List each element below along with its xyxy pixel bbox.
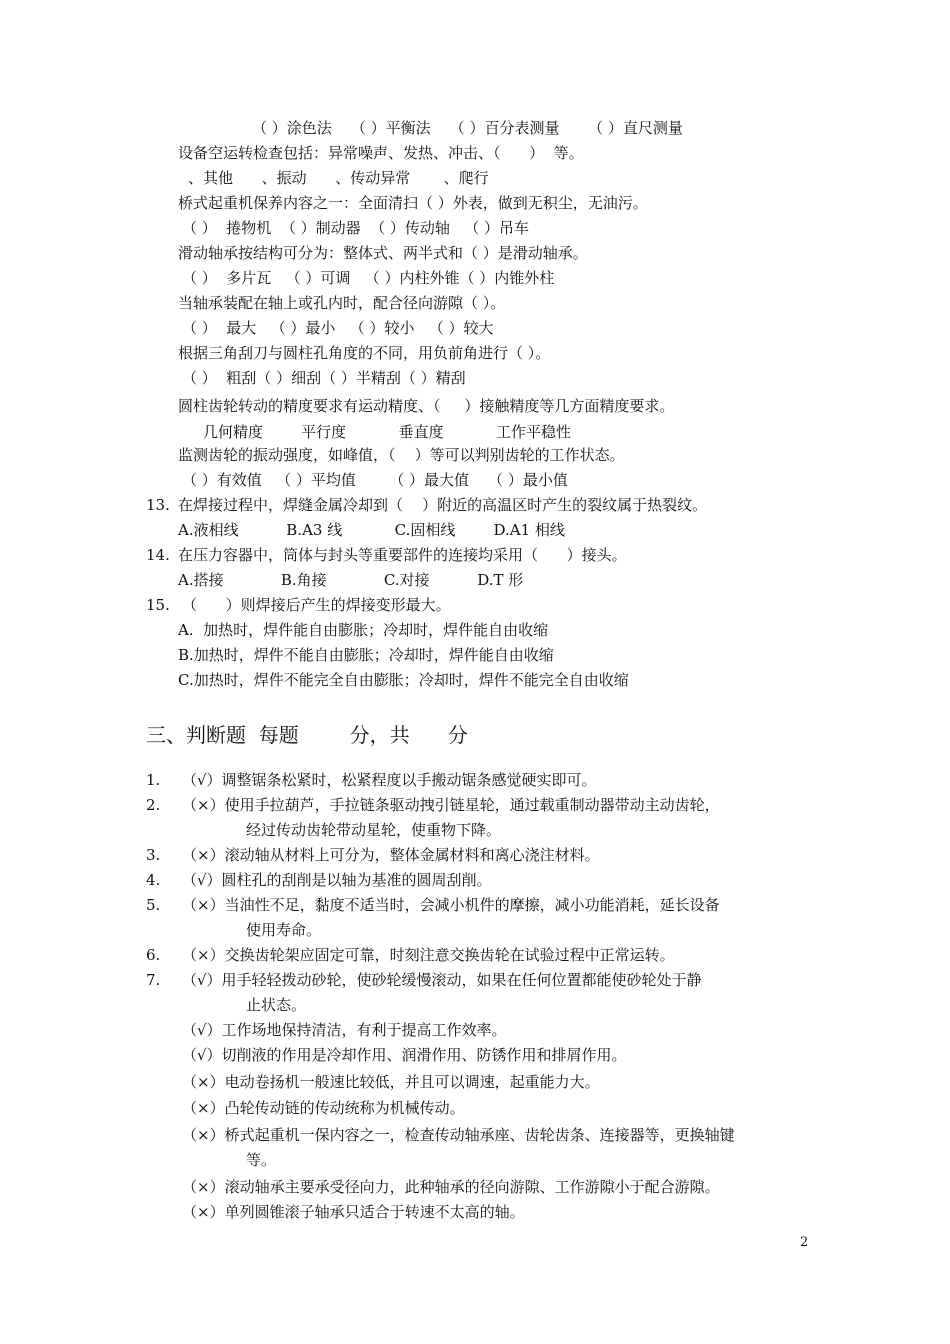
judge-line: （×）交换齿轮架应固定可靠，时刻注意交换齿轮在试验过程中正常运转。 [182,946,675,964]
judge-line: （×）凸轮传动链的传动统称为机械传动。 [182,1099,465,1117]
question-number: 13. [146,496,170,514]
question-number: 15. [146,596,170,614]
text-line: （ ） 捲物机 （ ）制动器 （ ）传动轴 （ ）吊车 [182,219,529,237]
judge-number: 4. [146,871,161,889]
judge-line: （×）滚动轴从材料上可分为，整体金属材料和离心浇注材料。 [182,846,600,864]
judge-line: （×）单列圆锥滚子轴承只适合于转速不太高的轴。 [182,1203,525,1221]
text-line: A. 加热时，焊件能自由膨胀；冷却时，焊件能自由收缩 [178,621,549,639]
text-line: （ ） 粗刮（ ）细刮（ ）半精刮（ ）精刮 [182,369,466,387]
text-line: 根据三角刮刀与圆柱孔角度的不同，用负前角进行（ ）。 [178,344,551,362]
judge-line: （×）滚动轴承主要承受径向力，此种轴承的径向游隙、工作游隙小于配合游隙。 [182,1178,720,1196]
judge-number: 2. [146,796,161,814]
text-line: （ ）则焊接后产生的焊接变形最大。 [182,596,451,614]
judge-line: （×）桥式起重机一保内容之一，检查传动轴承座、齿轮齿条、连接器等，更换轴键 [182,1126,735,1144]
text-line: 几何精度 平行度 垂直度 工作平稳性 [203,423,572,441]
text-line: 在焊接过程中，焊缝金属冷却到（ ）附近的高温区时产生的裂纹属于热裂纹。 [178,496,708,514]
text-line: （ ）有效值 （ ）平均值 （ ）最大值 （ ）最小值 [182,471,568,489]
judge-line: （√）切削液的作用是冷却作用、润滑作用、防锈作用和排屑作用。 [182,1046,627,1064]
text-line: C.加热时，焊件不能完全自由膨胀；冷却时，焊件不能完全自由收缩 [178,671,629,689]
judge-line: （√）工作场地保持清洁，有利于提高工作效率。 [182,1021,507,1039]
judge-number: 3. [146,846,161,864]
text-line: （ ） 最大 （ ）最小 （ ）较小 （ ）较大 [182,319,494,337]
judge-line: 经过传动齿轮带动星轮，使重物下降。 [246,821,502,839]
section-title: 三、判断题 每题 分，共 分 [146,723,468,747]
text-line: 监测齿轮的振动强度，如峰值，（ ）等可以判别齿轮的工作状态。 [178,446,625,464]
judge-number: 1. [146,771,161,789]
judge-line: （×）电动卷扬机一般速比较低，并且可以调速，起重能力大。 [182,1073,600,1091]
text-line: B.加热时，焊件不能自由膨胀；冷却时，焊件能自由收缩 [178,646,554,664]
text-line: （ ） 多片瓦 （ ）可调 （ ）内柱外锥（ ）内锥外柱 [182,269,555,287]
text-line: A.液相线 B.A3 线 C.固相线 D.A1 相线 [178,521,565,539]
text-line: 在压力容器中，筒体与封头等重要部件的连接均采用（ ）接头。 [178,546,627,564]
page-number: 2 [800,1235,809,1250]
text-line: 桥式起重机保养内容之一：全面清扫（ ）外表，做到无积尘，无油污。 [178,194,648,212]
judge-line: 使用寿命。 [246,921,322,939]
text-line: 、其他 、振动 、传动异常 、爬行 [188,169,489,187]
text-line: 圆柱齿轮转动的精度要求有运动精度、（ ）接触精度等几方面精度要求。 [178,397,675,415]
text-line: 滑动轴承按结构可分为：整体式、两半式和（ ）是滑动轴承。 [178,244,588,262]
judge-line: （√）调整锯条松紧时，松紧程度以手搬动锯条感觉硬实即可。 [182,771,597,789]
judge-number: 7. [146,971,161,989]
judge-line: 止状态。 [246,996,307,1014]
text-line: A.搭接 B.角接 C.对接 D.T 形 [178,571,524,589]
text-line: 设备空运转检查包括：异常噪声、发热、冲击、（ ） 等。 [178,144,584,162]
text-line: 当轴承装配在轴上或孔内时，配合径向游隙（ ）。 [178,294,506,312]
question-number: 14. [146,546,170,564]
judge-line: （×）使用手拉葫芦，手拉链条驱动拽引链星轮，通过载重制动器带动主动齿轮， [182,796,720,814]
judge-line: （×）当油性不足，黏度不适当时，会减小机件的摩擦，减小功能消耗，延长设备 [182,896,720,914]
judge-line: （√）圆柱孔的刮削是以轴为基准的圆周刮削。 [182,871,492,889]
text-line: （ ）涂色法 （ ）平衡法 （ ）百分表测量 （ ）直尺测量 [252,119,683,137]
judge-line: 等。 [246,1151,277,1169]
judge-number: 6. [146,946,161,964]
judge-line: （√）用手轻轻拨动砂轮，使砂轮缓慢滚动，如果在任何位置都能使砂轮处于静 [182,971,702,989]
judge-number: 5. [146,896,161,914]
